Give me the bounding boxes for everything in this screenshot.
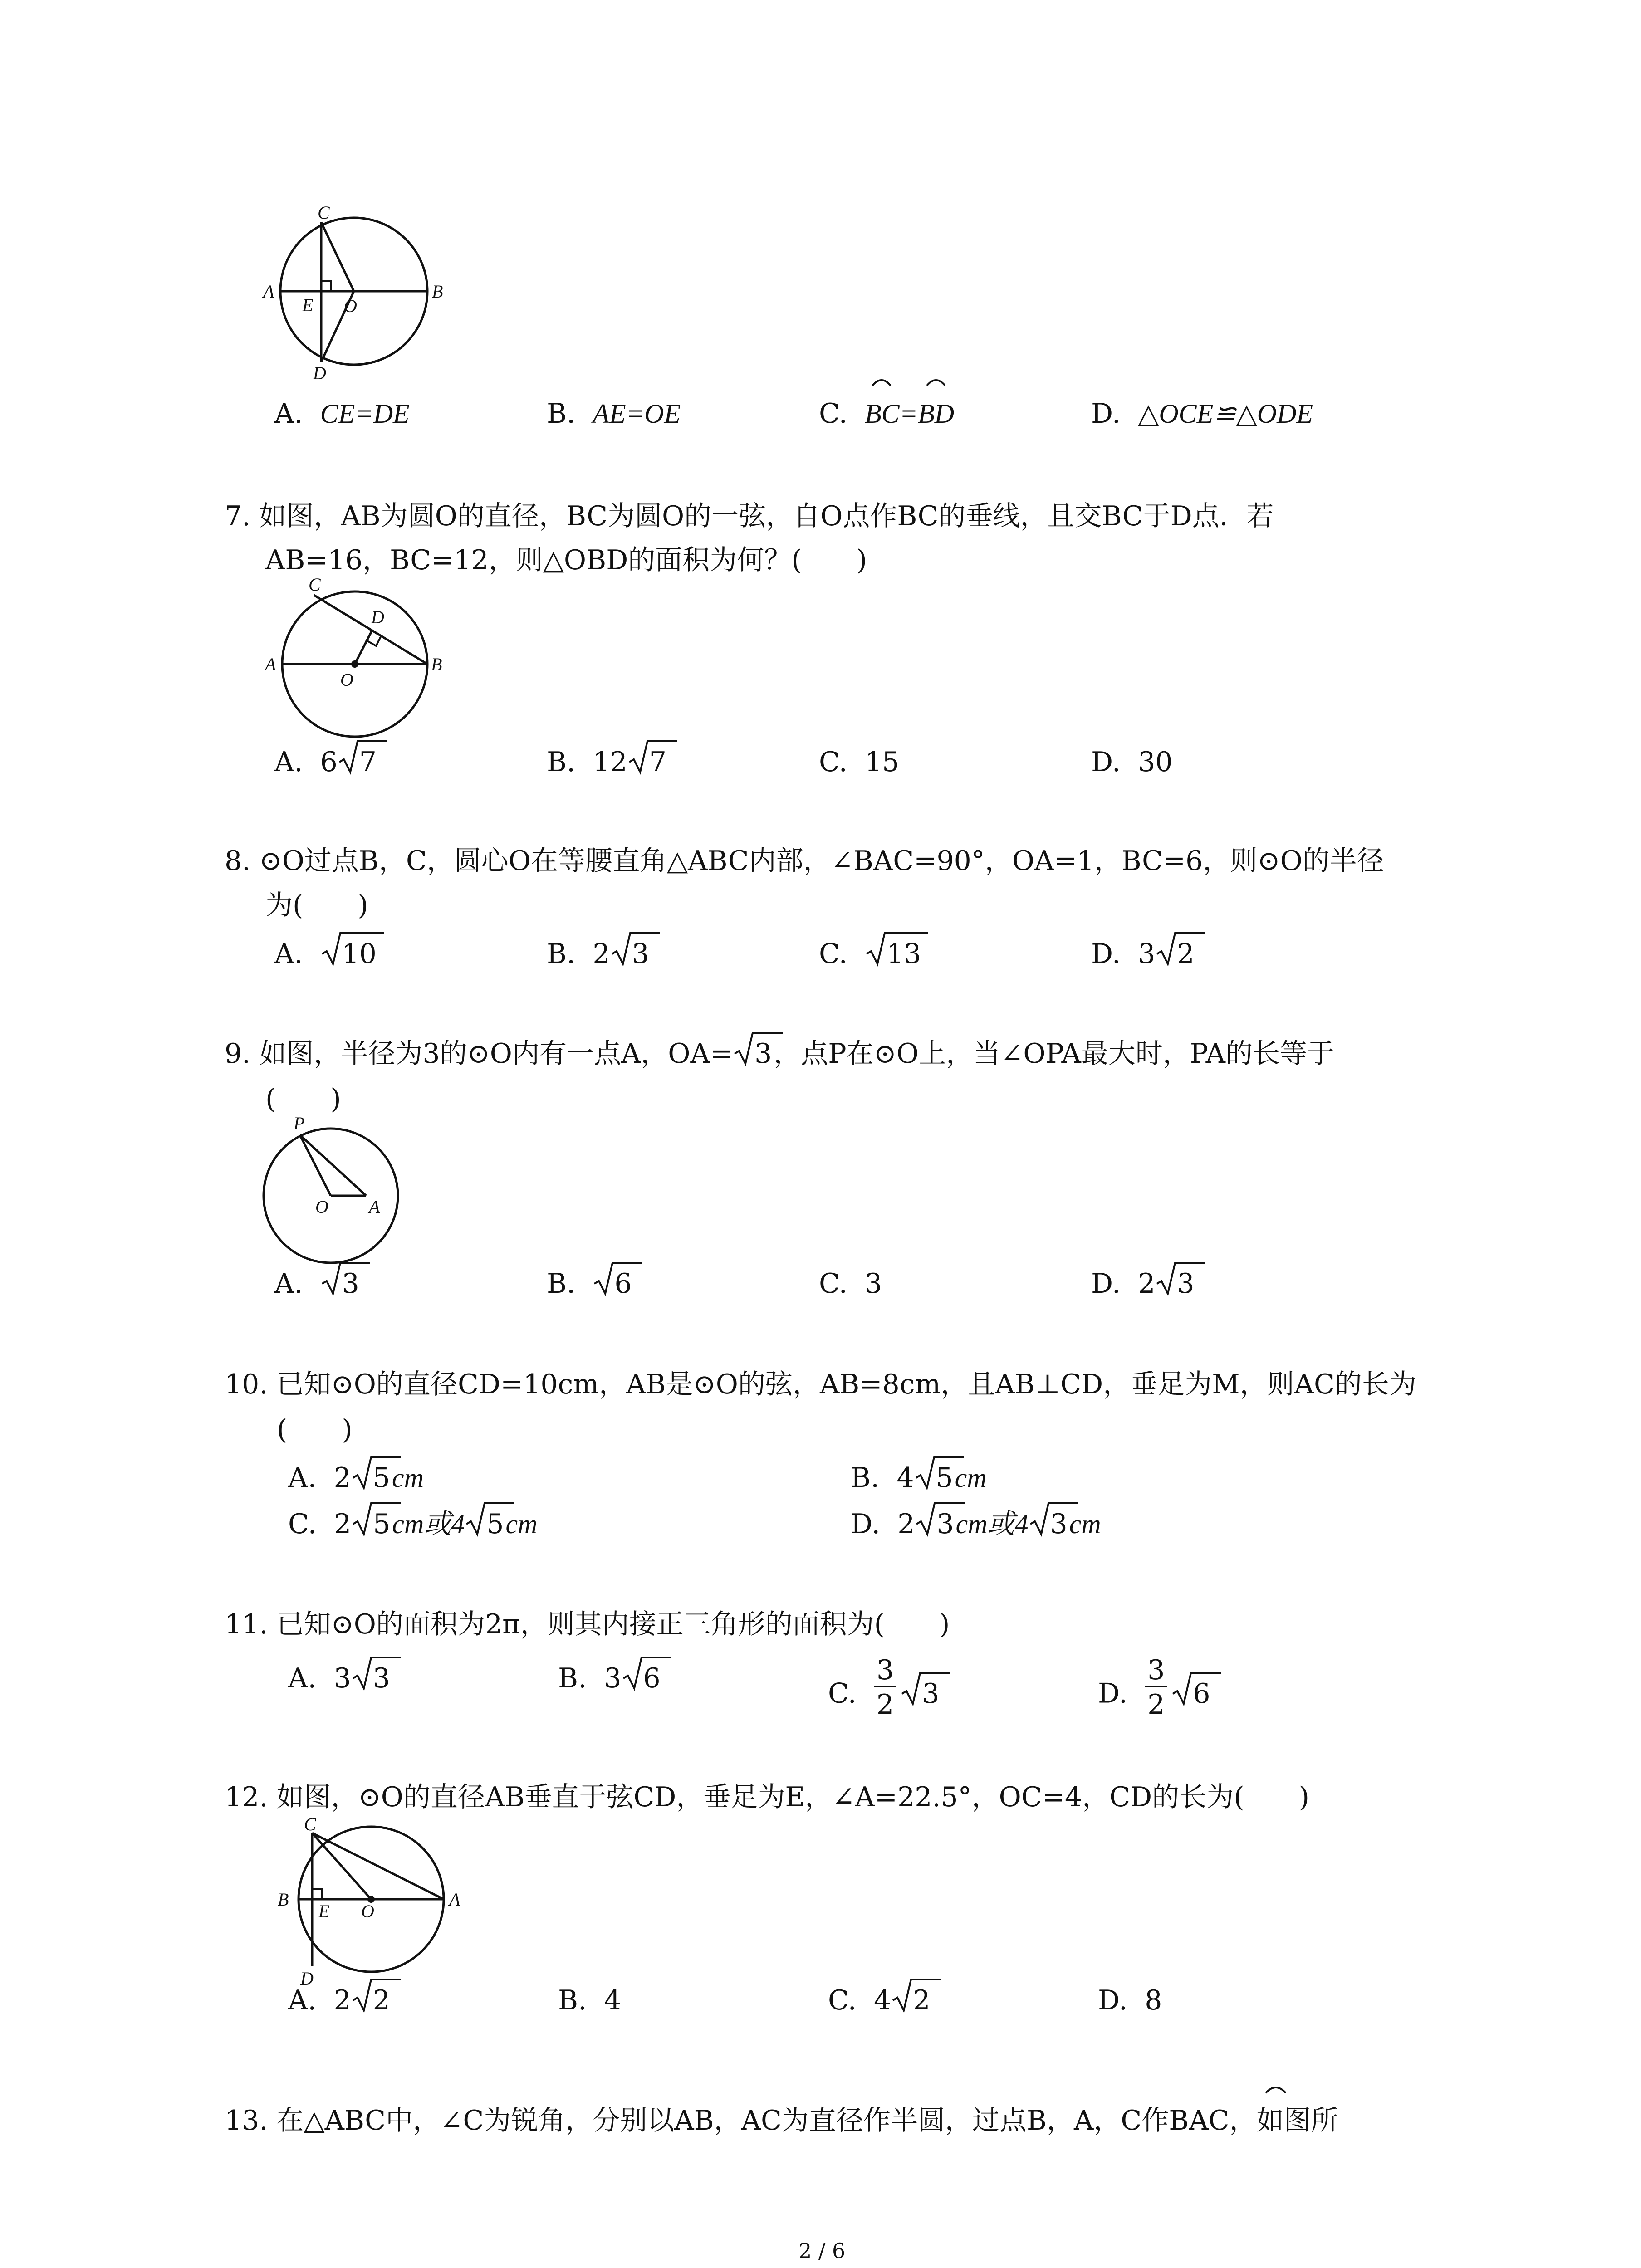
radicand: 5: [936, 1462, 953, 1494]
q6-arc-marks: [869, 375, 960, 388]
q9-stem-line1: [225, 1038, 1334, 1070]
q7-label-C: C: [309, 574, 321, 595]
option-label: C.: [288, 1508, 317, 1540]
option-label: B.: [851, 1462, 880, 1494]
radicand: 5: [373, 1508, 391, 1540]
question-text: 已知⊙O的面积为2π，则其内接正三角形的面积为( ): [276, 1608, 950, 1640]
q10-option-b: [851, 1462, 987, 1494]
q6-label-B: B: [432, 281, 443, 302]
q8-stem-line2: [265, 892, 368, 919]
option-label: D.: [1091, 938, 1121, 970]
option-coef: 4: [874, 1984, 892, 2016]
question-number: 13.: [225, 2105, 268, 2136]
q10-option-d: [851, 1510, 1101, 1538]
radicand: 7: [359, 746, 377, 778]
question-text: ( ): [265, 1083, 341, 1115]
unit: cm: [1069, 1509, 1101, 1539]
q7-label-A: A: [265, 654, 276, 675]
radicand: 3: [922, 1677, 940, 1710]
option-text: 8: [1145, 1984, 1162, 2016]
radicand: 10: [342, 938, 377, 970]
fraction: [1145, 1654, 1167, 1721]
option-label: C.: [828, 1984, 857, 2016]
option-label: C.: [819, 938, 847, 970]
question-text: ⊙O过点B，C，圆心O在等腰直角△ABC内部，∠BAC=90°，OA=1，BC=6，则⊙O的半径: [259, 845, 1384, 877]
option-label: C.: [819, 746, 847, 778]
radicand: 3: [936, 1508, 954, 1540]
option-label: C.: [819, 398, 847, 430]
sqrt: [733, 1038, 774, 1070]
sqrt: [593, 1268, 633, 1300]
sqrt: [915, 1510, 955, 1538]
option-label: D.: [1091, 746, 1121, 778]
radicand: 3: [372, 1662, 390, 1694]
q7-label-D: D: [371, 607, 384, 627]
q11-option-d: [1098, 1654, 1212, 1726]
sqrt: [320, 1268, 361, 1300]
q13-stem-line1: [225, 2107, 1338, 2134]
numerator: 3: [874, 1657, 896, 1687]
question-number: 12.: [225, 1781, 268, 1813]
sqrt: [865, 940, 923, 968]
option-label: A.: [288, 1662, 317, 1694]
q11-option-c: [828, 1654, 941, 1726]
q12-figure: [272, 1814, 481, 1989]
question-text: 已知⊙O的直径CD=10cm，AB是⊙O的弦，AB=8cm，且AB⊥CD，垂足为M，则AC的长为: [276, 1369, 1416, 1400]
option-label: C.: [828, 1677, 857, 1710]
q9-option-d: [1091, 1268, 1196, 1300]
option-label: C.: [819, 1268, 847, 1300]
radicand: 5: [372, 1462, 390, 1494]
option-label: D.: [1091, 398, 1121, 430]
option-coef: 12: [593, 746, 627, 778]
q12-option-b: [558, 1984, 622, 2016]
question-number: 11.: [225, 1608, 268, 1640]
option-label: B.: [558, 1662, 587, 1694]
q7-option-c: [819, 748, 899, 776]
question-text: AB=16，BC=12，则△OBD的面积为何？( ): [265, 544, 867, 576]
radicand: 3: [1177, 1268, 1195, 1300]
q12-label-B: B: [278, 1889, 289, 1910]
denominator: 2: [1147, 1689, 1165, 1721]
radicand: 6: [643, 1662, 661, 1694]
radicand: 3: [754, 1038, 772, 1070]
unit: cm: [392, 1463, 424, 1493]
option-coef: 2: [333, 1462, 351, 1494]
q12-option-a: [288, 1984, 392, 2016]
question-number: 9.: [225, 1038, 251, 1070]
option-text: 3: [865, 1268, 882, 1300]
q10-stem-line1: [225, 1371, 1416, 1398]
q9-figure: [256, 1111, 411, 1266]
option-label: D.: [1091, 1268, 1121, 1300]
sqrt: [338, 748, 378, 776]
q9-option-a: [274, 1268, 361, 1300]
q8-option-d: [1091, 940, 1196, 968]
q7-label-O: O: [340, 670, 353, 690]
q10-option-a: [288, 1462, 424, 1494]
option-coef: 2: [333, 1984, 351, 2016]
option-label: A.: [288, 1462, 317, 1494]
question-text: 如图，AB为圆O的直径，BC为圆O的一弦，自O点作BC的垂线，且交BC于D点．若: [259, 500, 1274, 532]
sqrt: [914, 1462, 955, 1494]
sqrt: [891, 1984, 932, 2016]
radicand: 2: [913, 1984, 931, 2016]
sqrt: [622, 1662, 662, 1694]
option-label: B.: [547, 1268, 576, 1300]
option-text: BC=BD: [865, 399, 955, 429]
q6-label-C: C: [318, 202, 330, 223]
question-text: 为( ): [265, 890, 368, 921]
unit: cm: [505, 1509, 538, 1539]
sqrt: [320, 940, 378, 968]
q6-option-d: [1091, 398, 1313, 430]
page-number: 2 / 6: [798, 2239, 846, 2263]
denominator: 2: [877, 1689, 894, 1721]
option-coef: 2: [593, 938, 610, 970]
q7-stem-line2: [265, 544, 867, 576]
q7-option-b: [547, 748, 668, 776]
option-coef: 2: [1138, 1268, 1156, 1300]
option-coef: 3: [604, 1662, 622, 1694]
q13-arc-mark: [1262, 2082, 1298, 2096]
numerator: 3: [1145, 1657, 1167, 1687]
q8-stem-line1: [225, 847, 1384, 875]
option-coef: 2: [334, 1508, 352, 1540]
q12-stem-line1: [225, 1781, 1310, 1813]
radicand: 3: [342, 1268, 359, 1300]
q7-figure: [259, 574, 458, 698]
sqrt: [351, 1462, 392, 1494]
option-label: D.: [1098, 1984, 1128, 2016]
q6-label-O: O: [344, 296, 357, 316]
q6-option-a: [274, 398, 410, 430]
option-label: B.: [547, 398, 576, 430]
option-text: 30: [1138, 746, 1173, 778]
q7-stem-line1: [225, 500, 1274, 532]
radicand: 6: [614, 1268, 632, 1300]
option-label: B.: [547, 938, 576, 970]
option-label: A.: [274, 398, 303, 430]
option-coef: 2: [897, 1508, 915, 1540]
q9-stem-line2: [265, 1085, 341, 1113]
sqrt: [351, 1984, 392, 2016]
q7-label-B: B: [431, 654, 442, 675]
q6-label-D: D: [313, 363, 326, 383]
q11-stem-line1: [225, 1608, 950, 1640]
sqrt: [1171, 1677, 1212, 1710]
q9-label-P: P: [294, 1113, 305, 1134]
option-label: A.: [274, 746, 303, 778]
q11-option-b: [558, 1662, 662, 1694]
radicand: 13: [887, 938, 921, 970]
option-label: B.: [547, 746, 576, 778]
radicand: 3: [632, 938, 649, 970]
question-text: 如图，半径为3的⊙O内有一点A，OA=: [259, 1038, 733, 1070]
sqrt: [1029, 1510, 1069, 1538]
q8-option-c: [819, 940, 923, 968]
q6-label-E: E: [302, 295, 314, 315]
fraction: [874, 1654, 896, 1721]
sqrt: [1155, 940, 1196, 968]
radicand: 6: [1193, 1677, 1210, 1710]
question-text: 如图，⊙O的直径AB垂直于弦CD，垂足为E，∠A=22.5°，OC=4，CD的长为( ): [276, 1781, 1310, 1813]
option-label: A.: [288, 1984, 317, 2016]
q12-label-D: D: [300, 1968, 314, 1989]
option-label: A.: [274, 1268, 303, 1300]
option-text: 15: [865, 746, 900, 778]
option-coef: 6: [320, 746, 338, 778]
q12-label-C: C: [304, 1814, 316, 1834]
option-label: D.: [1098, 1677, 1128, 1710]
q9-option-c: [819, 1268, 882, 1300]
option-coef: 3: [1138, 938, 1156, 970]
option-mid: cm或4: [392, 1509, 465, 1539]
option-label: D.: [851, 1508, 881, 1540]
question-text: 在△ABC中，∠C为锐角，分别以AB，AC为直径作半圆，过点B，A，C作BAC，如图所: [276, 2105, 1338, 2136]
option-label: B.: [558, 1984, 587, 2016]
q12-option-c: [828, 1984, 932, 2016]
q6-option-b: [547, 398, 681, 430]
q10-stem-line2: [277, 1414, 353, 1446]
option-label: A.: [274, 938, 303, 970]
question-number: 7.: [225, 500, 251, 532]
unit: cm: [955, 1463, 987, 1493]
question-text: ( ): [277, 1414, 353, 1446]
sqrt: [900, 1677, 941, 1710]
question-number: 8.: [225, 845, 251, 877]
q9-label-O: O: [315, 1197, 328, 1217]
q10-option-c: [288, 1510, 538, 1538]
option-text: AE=OE: [593, 399, 681, 429]
option-mid: cm或4: [955, 1509, 1029, 1539]
radicand: 7: [649, 746, 666, 778]
q9-label-A: A: [369, 1197, 380, 1217]
option-text: CE=DE: [320, 399, 410, 429]
q6-option-c: [819, 398, 955, 430]
q6-figure: [254, 202, 463, 383]
sqrt: [465, 1510, 505, 1538]
question-number: 10.: [225, 1369, 268, 1400]
q12-label-O: O: [361, 1901, 374, 1921]
q7-option-a: [274, 748, 378, 776]
q12-label-E: E: [318, 1901, 330, 1921]
q9-option-b: [547, 1268, 634, 1300]
sqrt: [627, 748, 668, 776]
q6-label-A: A: [263, 281, 274, 302]
option-coef: 3: [333, 1662, 351, 1694]
option-coef: 4: [896, 1462, 914, 1494]
sqrt: [351, 1510, 392, 1538]
sqrt: [1155, 1268, 1196, 1300]
q8-option-a: [274, 940, 378, 968]
q8-option-b: [547, 940, 651, 968]
radicand: 2: [1177, 938, 1195, 970]
option-text: △OCE≌△ODE: [1138, 399, 1313, 429]
q7-option-d: [1091, 748, 1173, 776]
radicand: 3: [1050, 1508, 1068, 1540]
question-text: ，点P在⊙O上，当∠OPA最大时，PA的长等于: [774, 1038, 1334, 1070]
radicand: 2: [372, 1984, 390, 2016]
option-text: 4: [604, 1984, 622, 2016]
q12-option-d: [1098, 1984, 1162, 2016]
q11-option-a: [288, 1662, 392, 1694]
sqrt: [351, 1662, 392, 1694]
q12-label-A: A: [449, 1889, 460, 1910]
radicand: 5: [486, 1508, 504, 1540]
sqrt: [610, 940, 651, 968]
